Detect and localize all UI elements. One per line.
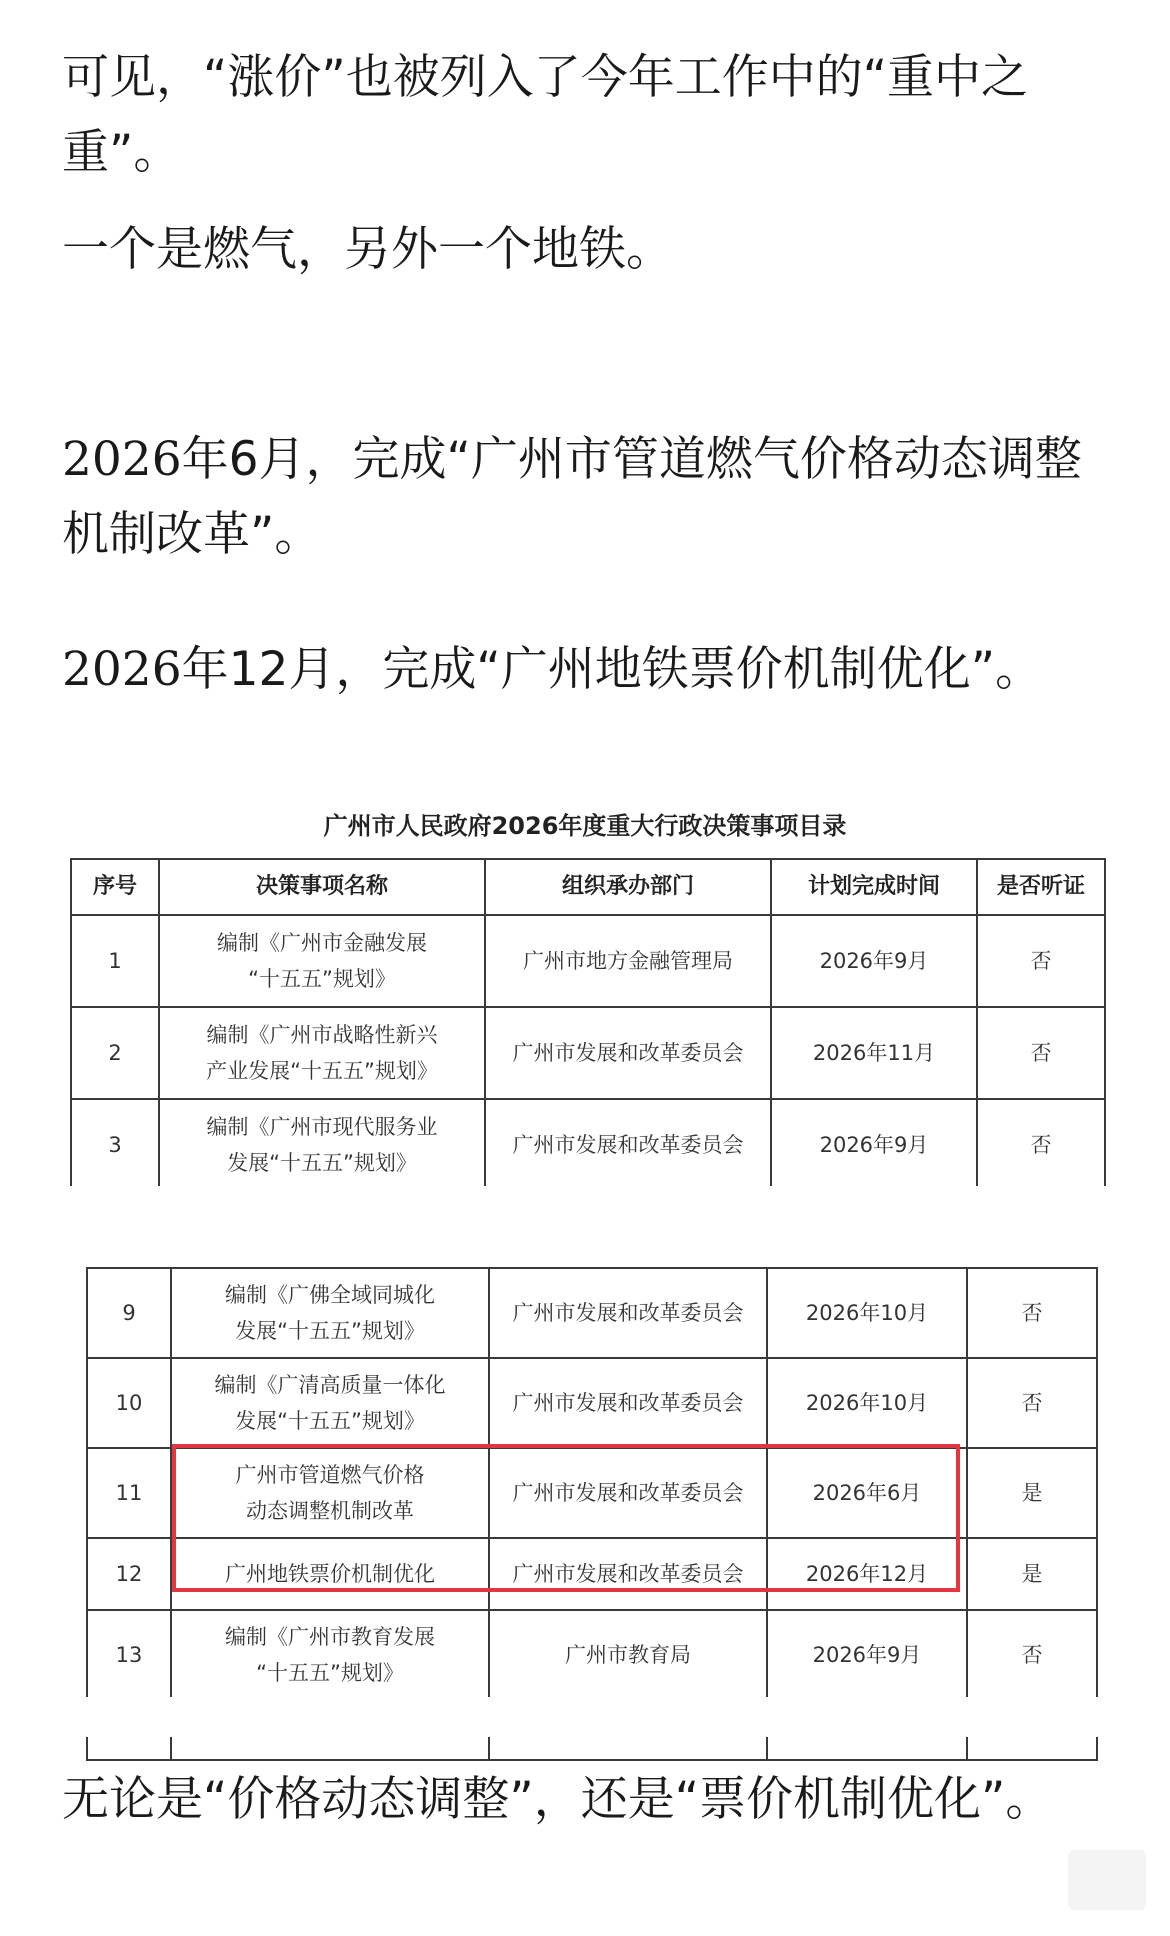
cell-name-line2: “十五五”规划》 [248,967,396,991]
cell-time: 2026年11月 [771,1007,977,1099]
header-dept: 组织承办部门 [485,859,771,915]
header-no: 序号 [71,859,159,915]
cell-hearing: 是 [967,1448,1097,1538]
cell-name [159,1099,485,1191]
decision-table-bottom [86,1267,1098,1761]
cell-hearing: 否 [977,915,1105,1007]
cell-name [159,915,485,1007]
cell-hearing: 是 [967,1538,1097,1610]
cell-hearing: 否 [967,1268,1097,1358]
cell-no: 12 [87,1538,171,1610]
cell-name-line1: 广州市管道燃气价格 [235,1463,425,1487]
cell-hearing: 否 [967,1358,1097,1448]
table-row [71,1007,1105,1099]
decision-table-top [70,858,1106,1192]
cell-name: 广州地铁票价机制优化 [171,1538,489,1610]
cell-name-line1: 编制《广州市教育发展 [225,1625,435,1649]
header-time: 计划完成时间 [771,859,977,915]
cell-no: 9 [87,1268,171,1358]
cell-hearing: 否 [967,1610,1097,1700]
cell-name-line2: 发展“十五五”规划》 [227,1151,417,1175]
table-row [87,1268,1097,1358]
cell-name-line1: 编制《广佛全域同城化 [225,1283,435,1307]
paragraph-3 [62,422,1122,572]
table-row [87,1610,1097,1700]
cell-time: 2026年9月 [767,1610,967,1700]
header-name: 决策事项名称 [159,859,485,915]
cell-name-line2: 产业发展“十五五”规划》 [206,1059,438,1083]
cell-no: 3 [71,1099,159,1191]
cell-no: 11 [87,1448,171,1538]
paragraph-4-year: 2026 [62,642,182,697]
cell-dept: 广州市发展和改革委员会 [489,1268,767,1358]
cell-name [171,1358,489,1448]
cell-dept: 广州市发展和改革委员会 [489,1538,767,1610]
paragraph-2: 一个是燃气，另外一个地铁。 [62,222,673,277]
cell-name-line2: 动态调整机制改革 [246,1499,414,1523]
paragraph-4-text: 年12月，完成“广州地铁票价机制优化”。 [181,642,1043,697]
cell-dept: 广州市地方金融管理局 [485,915,771,1007]
table-row [87,1358,1097,1448]
cell-name [171,1610,489,1700]
cell-name [171,1268,489,1358]
cell-dept: 广州市发展和改革委员会 [489,1448,767,1538]
cell-name-line2: 发展“十五五”规划》 [235,1409,425,1433]
cell-hearing: 否 [977,1099,1105,1191]
cell-name-line1: 编制《广州市金融发展 [217,931,427,955]
cell-name [171,1448,489,1538]
cell-name [159,1007,485,1099]
cell-time: 2026年12月 [767,1538,967,1610]
cell-name-line2: “十五五”规划》 [256,1661,404,1685]
cell-hearing: 否 [977,1007,1105,1099]
table-row-highlighted [87,1448,1097,1538]
cell-dept: 广州市发展和改革委员会 [485,1099,771,1191]
cell-name-line2: 发展“十五五”规划》 [235,1319,425,1343]
cell-name-line1: 编制《广州市战略性新兴 [206,1023,438,1047]
paragraph-1: 可见，“涨价”也被列入了今年工作中的“重中之重”。 [62,50,1029,180]
cell-name-line1: 编制《广州市现代服务业 [206,1115,438,1139]
cell-no: 13 [87,1610,171,1700]
table-title: 广州市人民政府2026年度重大行政决策事项目录 [323,812,847,840]
cell-time: 2026年10月 [767,1268,967,1358]
paragraph-4 [62,632,1122,707]
cell-time: 2026年10月 [767,1358,967,1448]
table-crop-mask [80,1697,1110,1737]
cell-no: 1 [71,915,159,1007]
table-header-row [71,859,1105,915]
cell-dept: 广州市教育局 [489,1610,767,1700]
paragraph-3-year: 2026 [62,432,182,487]
table-row [71,1099,1105,1191]
cell-time: 2026年9月 [771,1099,977,1191]
paragraph-5: 无论是“价格动态调整”，还是“票价机制优化”。 [62,1772,1053,1827]
cell-no: 2 [71,1007,159,1099]
cell-no: 10 [87,1358,171,1448]
cell-time: 2026年6月 [767,1448,967,1538]
cell-time: 2026年9月 [771,915,977,1007]
cell-dept: 广州市发展和改革委员会 [485,1007,771,1099]
cell-name-line1: 编制《广清高质量一体化 [214,1373,446,1397]
watermark-icon [1068,1850,1146,1910]
table-row-highlighted [87,1538,1097,1610]
header-hearing: 是否听证 [977,859,1105,915]
table-row [71,915,1105,1007]
cell-dept: 广州市发展和改革委员会 [489,1358,767,1448]
paragraph-3-text: 年6月，完成“广州市管道燃气价格动态调整机制改革”。 [62,432,1082,562]
table-cut-edge [70,1186,1106,1196]
